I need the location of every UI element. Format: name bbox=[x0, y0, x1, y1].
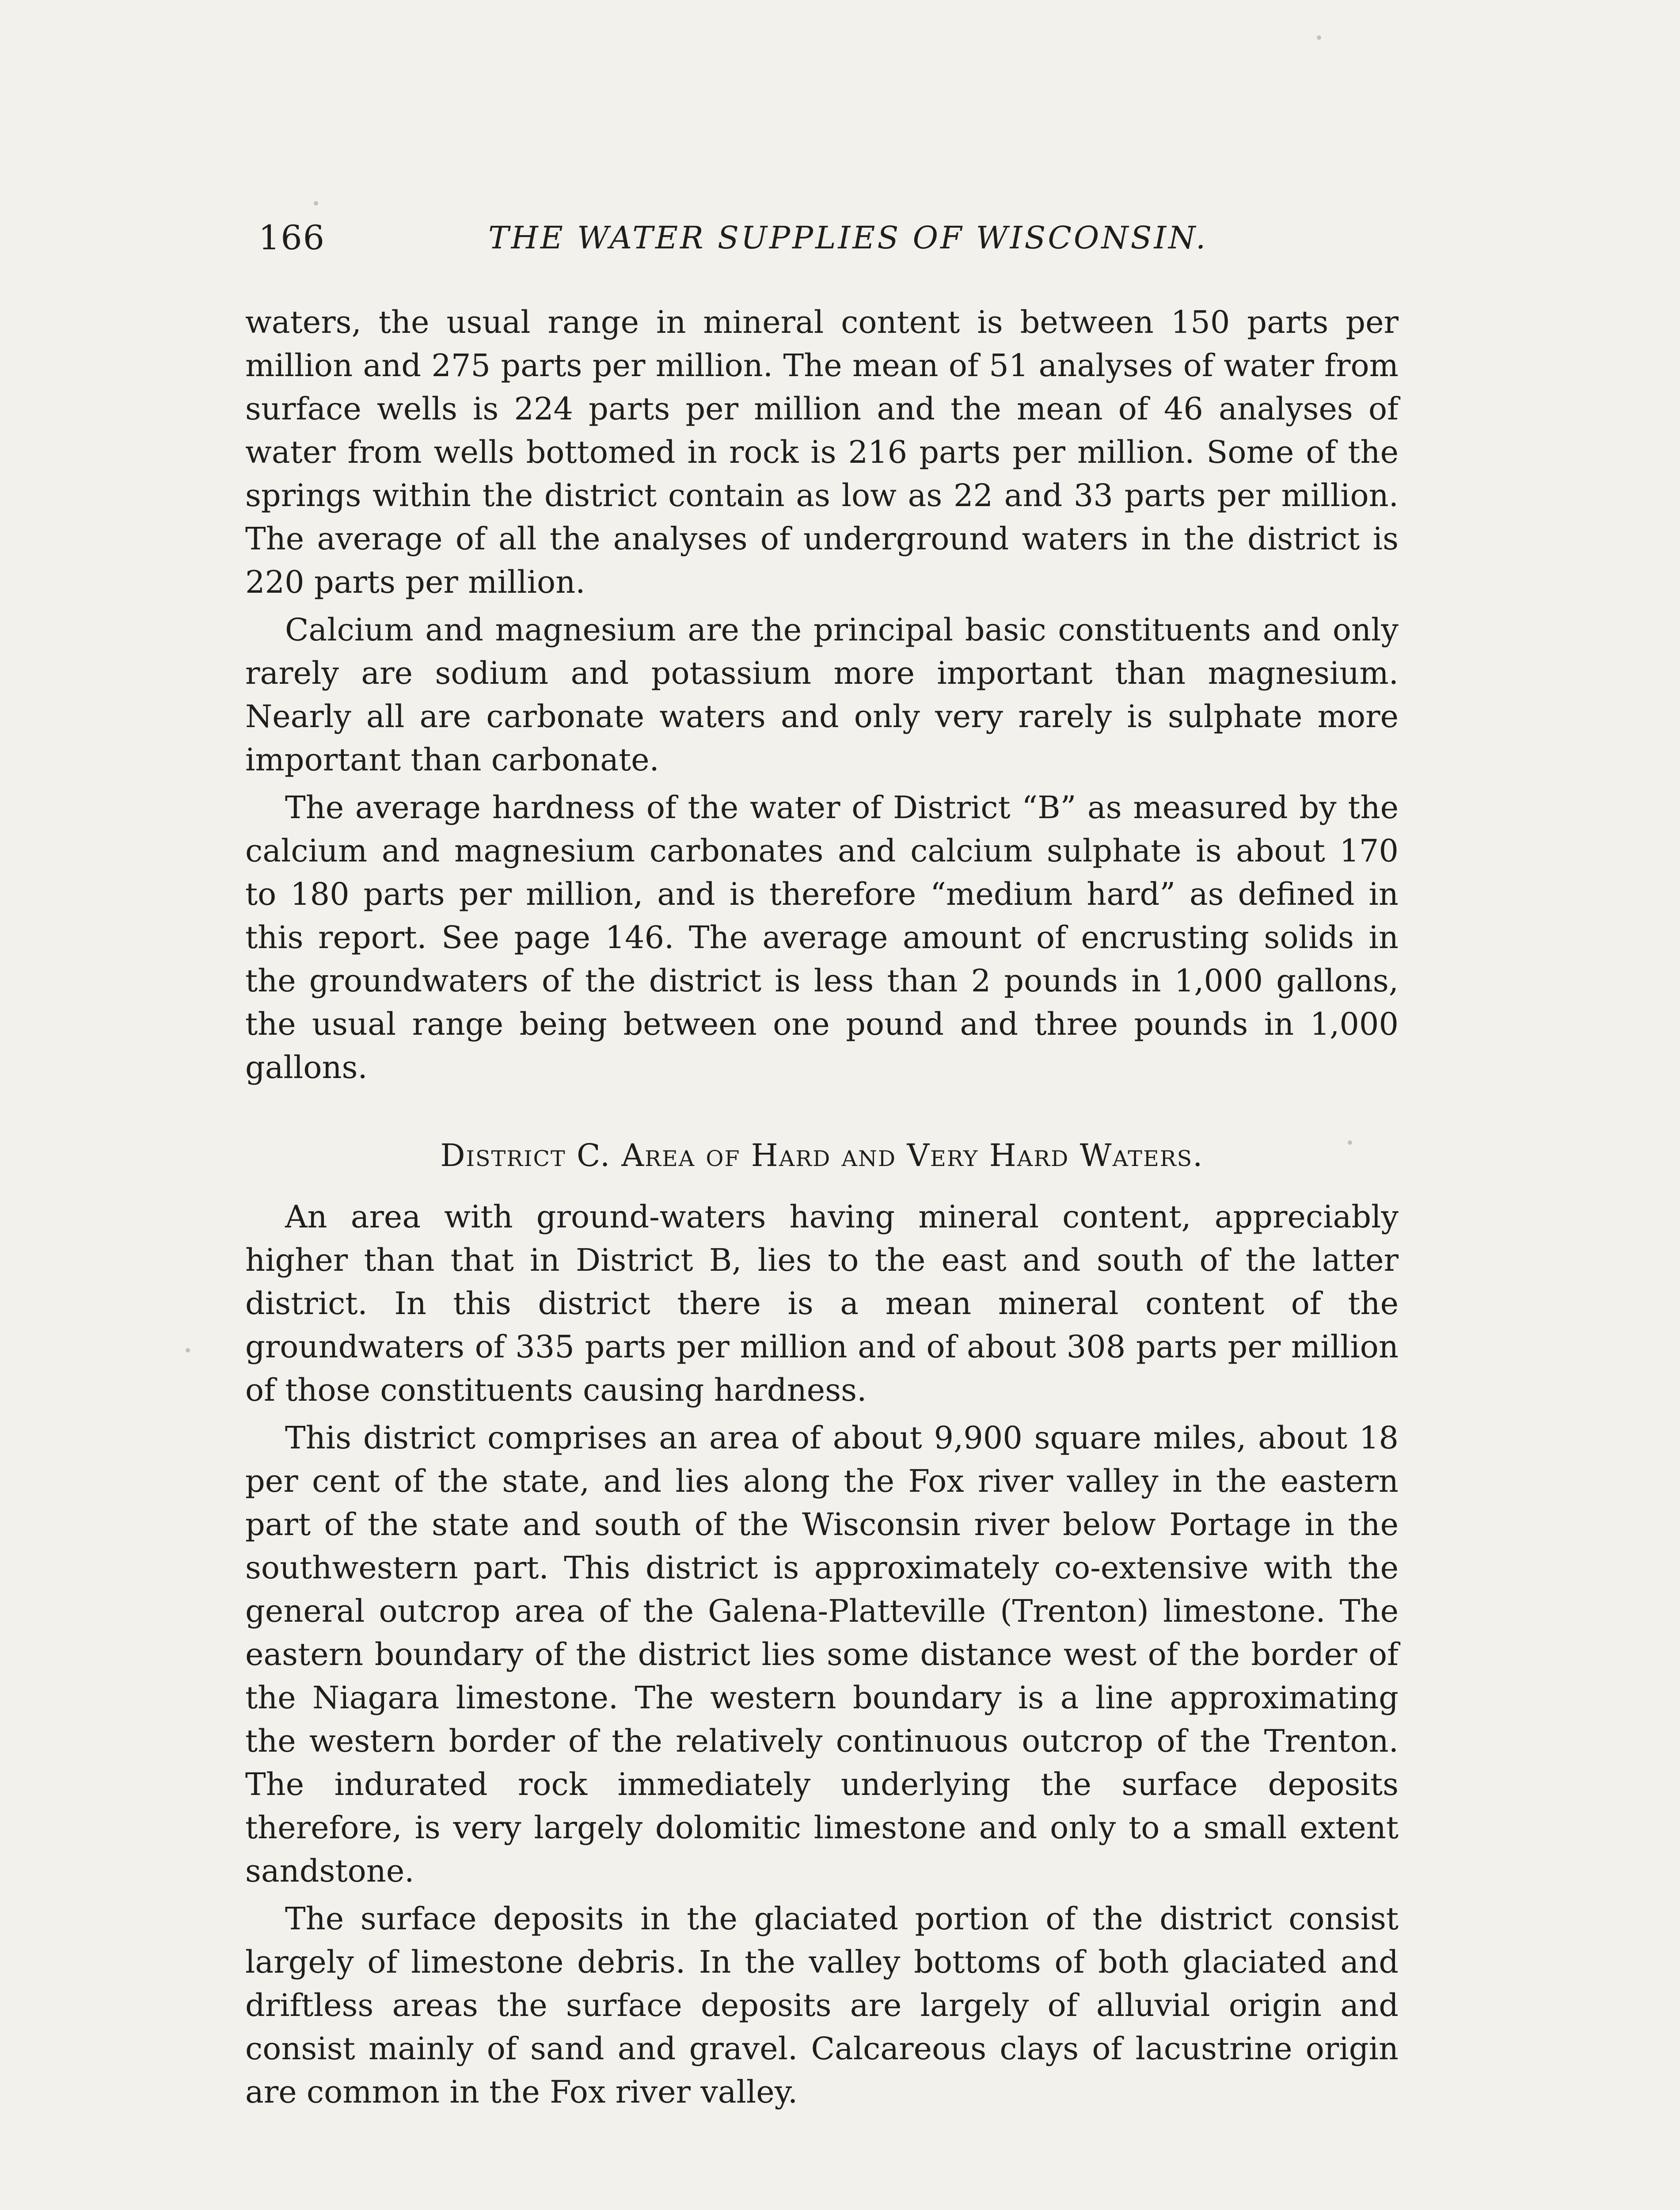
paragraph-continued: waters, the usual range in mineral content is between 150 parts per million and 275 parts per million. The mean of 51 analyses of water from surface wells is 224 parts per million and the mean of 46 analyses of water from wells bottomed in rock is 216 parts per million. Some of the springs within the district contain as low as 22 and 33 parts per million. The average of all the analyses of underground waters in the district is 220 parts per million. bbox=[245, 304, 1399, 600]
section-heading-district-c: District C. Area of Hard and Very Hard Waters. bbox=[440, 1137, 1204, 1174]
paragraph-district-c-intro: An area with ground-waters having mineral content, appreciably higher than that in District B, lies to the east and south of the latter district. In this district there is a mean mineral content of the groundwaters of 335 parts per million and of about 308 parts per million of those constituents causing hardness. bbox=[245, 1199, 1399, 1408]
scan-speck bbox=[314, 201, 318, 206]
running-head: THE WATER SUPPLIES OF WISCONSIN. bbox=[488, 220, 1208, 256]
page-header bbox=[258, 211, 1407, 278]
paragraph-constituents: Calcium and magnesium are the principal basic constituents and only rarely are sodium and potassium more important than magnesium. Nearly all are carbonate waters and only very rarely is sulphate more important than carbonate. bbox=[245, 612, 1399, 778]
page-number: 166 bbox=[258, 218, 326, 257]
scan-speck bbox=[1317, 35, 1321, 40]
paragraph-district-c-deposits: The surface deposits in the glaciated portion of the district consist largely of limestone debris. In the valley bottoms of both glaciated and driftless areas the surface deposits are largely of alluvial origin and consist mainly of sand and gravel. Calcareous clays of lacustrine origin are common in the Fox river valley. bbox=[245, 1901, 1399, 2110]
paragraph-hardness: The average hardness of the water of District “B” as measured by the calcium and magnesium carbonates and calcium sulphate is about 170 to 180 parts per million, and is therefore “medium hard” as defined in this report. See page 146. The average amount of encrusting solids in the groundwaters of the district is less than 2 pounds in 1,000 gallons, the usual range being between one pound and three pounds in 1,000 gallons. bbox=[245, 789, 1399, 1086]
scan-speck bbox=[1348, 1140, 1352, 1145]
paragraph-district-c-extent: This district comprises an area of about 9,900 square miles, about 18 per cent of the state, and lies along the Fox river valley in the eastern part of the state and south of the Wisconsin river below Portage in the southwestern part. This district is approximately co-extensive with the general outcrop area of the Galena-Platteville (Trenton) limestone. The eastern boundary of the district lies some distance west of the border of the Niagara limestone. The western boundary is a line approximating the western border of the relatively continuous outcrop of the Trenton. The indurated rock immediately underlying the surface deposits therefore, is very largely dolomitic limestone and only to a small extent sandstone. bbox=[245, 1420, 1399, 1889]
scan-speck bbox=[186, 1348, 190, 1353]
body-text bbox=[245, 301, 1399, 2114]
